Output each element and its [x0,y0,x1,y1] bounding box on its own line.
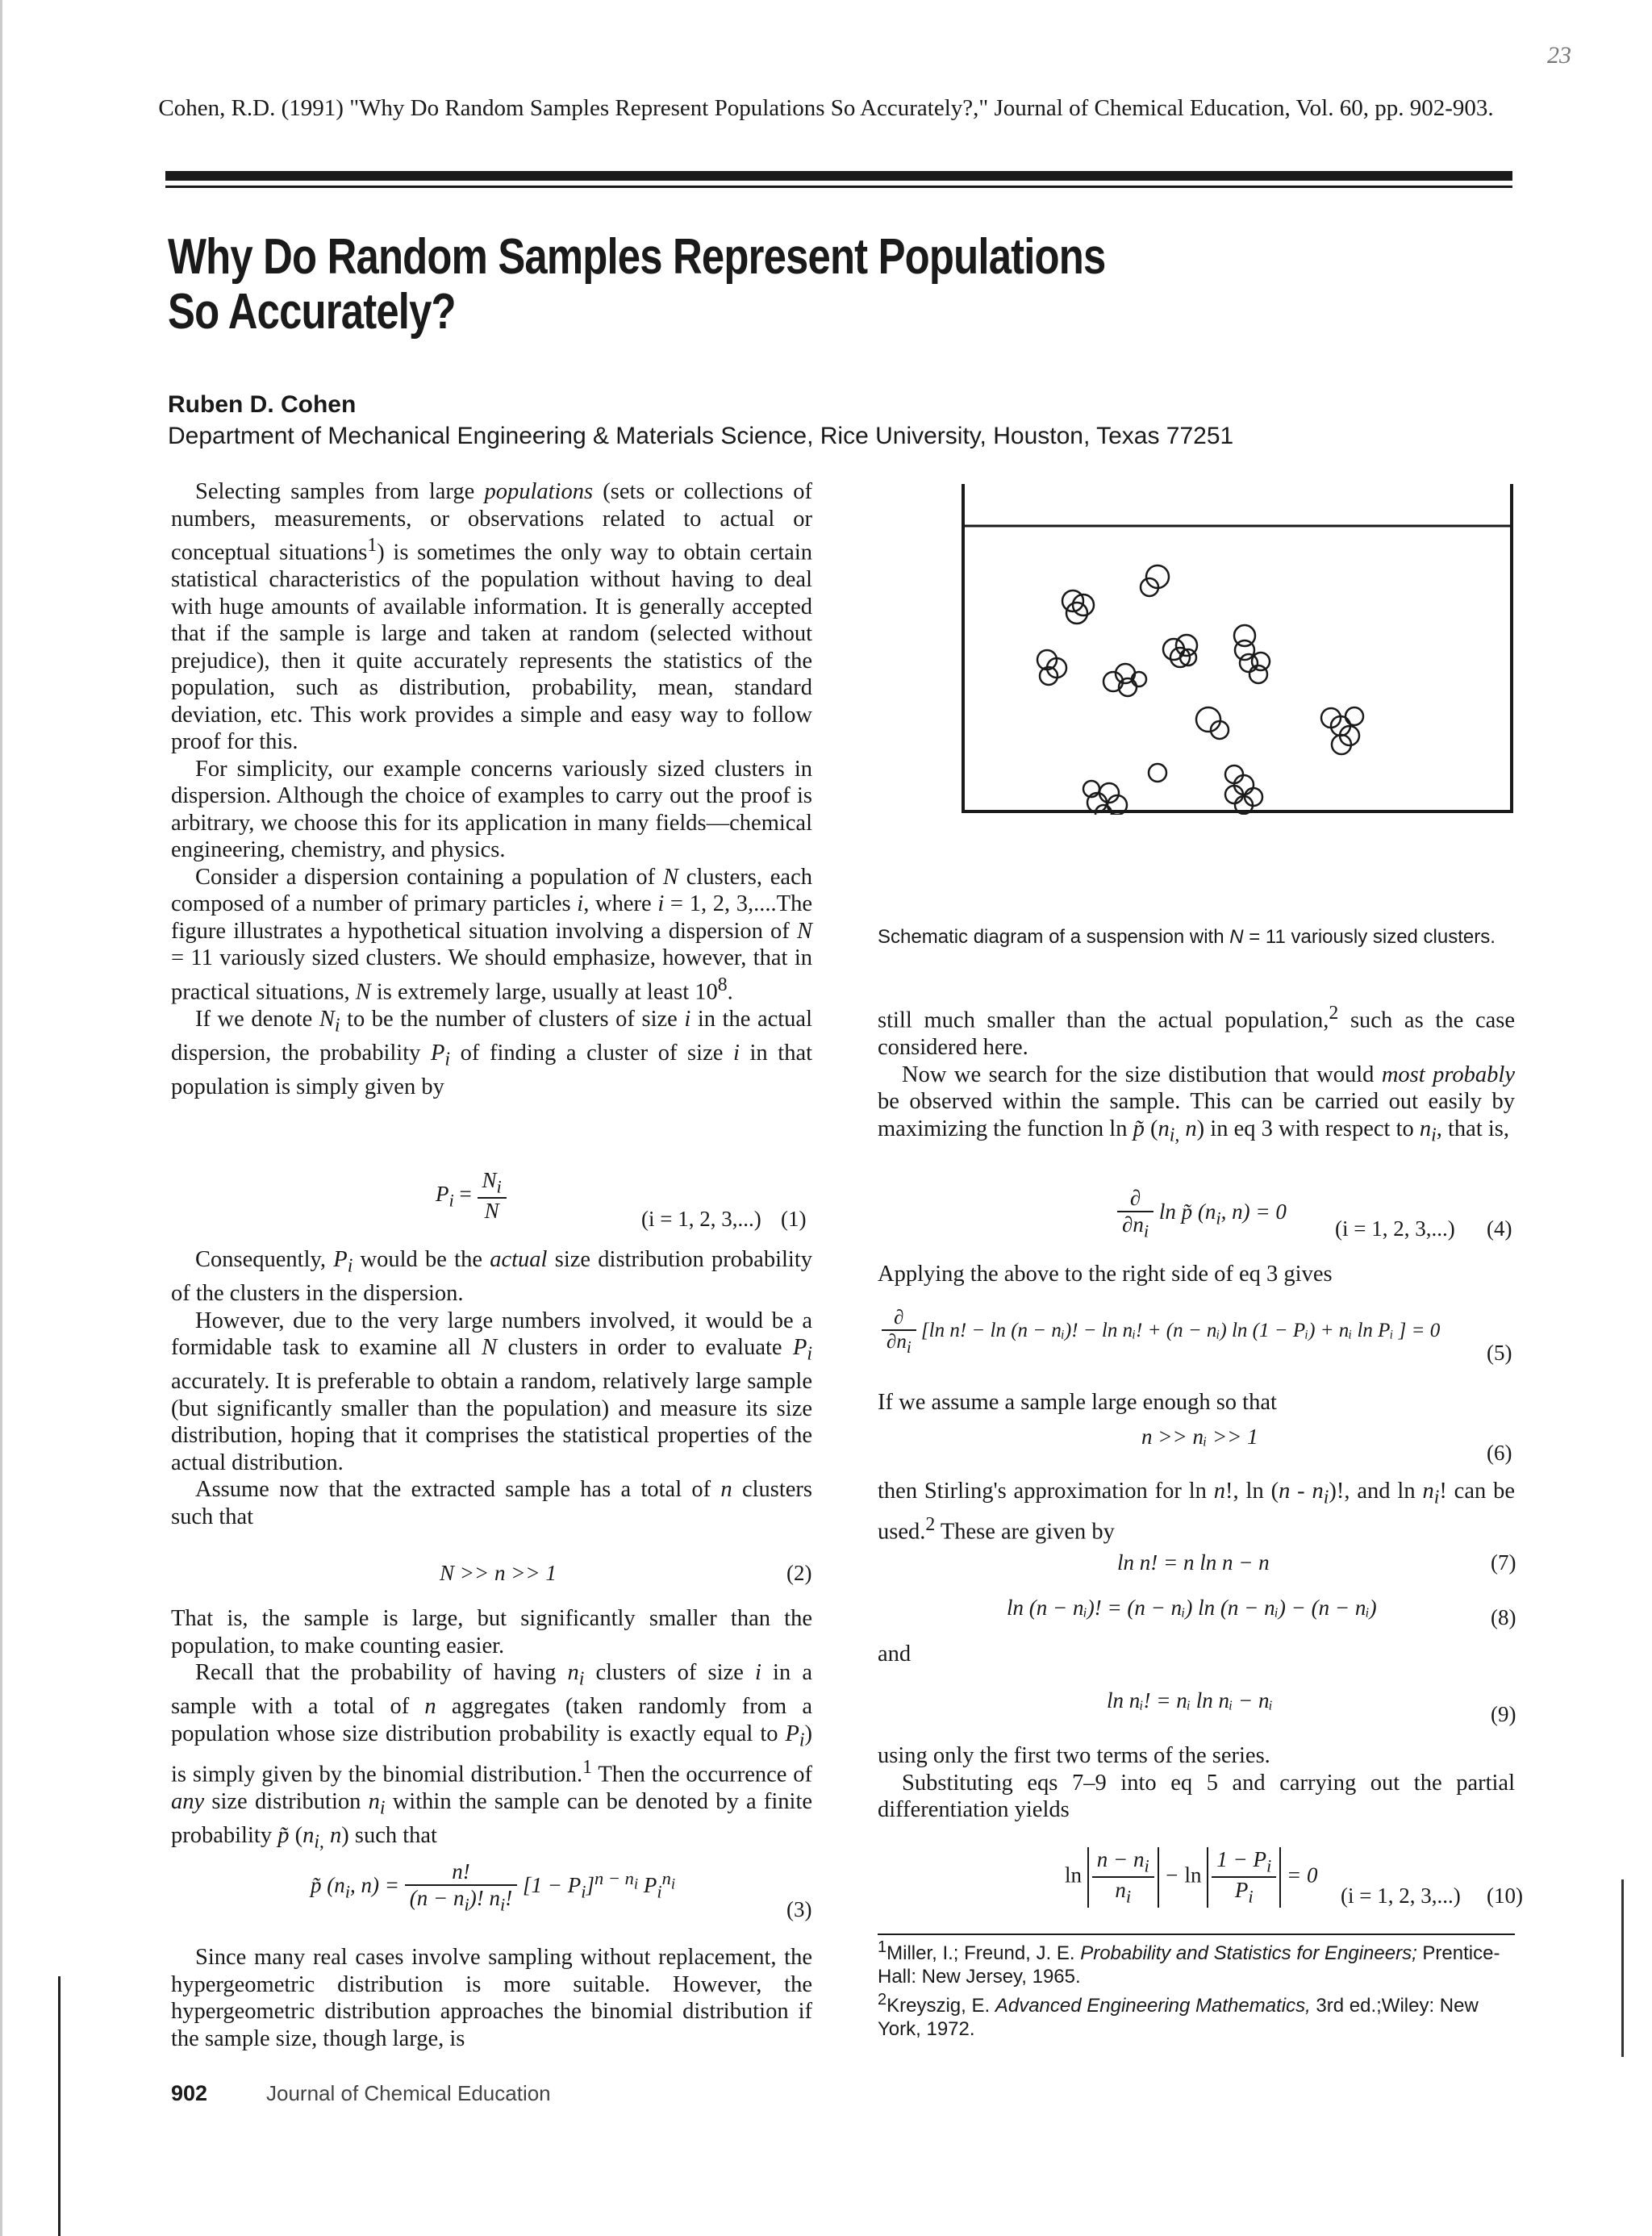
article-title [168,230,1160,340]
author-name: Ruben D. Cohen [168,391,357,418]
cluster-suspension-diagram [960,484,1515,815]
equation-8-number: (8) [1491,1605,1516,1629]
header-rule-thick [165,171,1512,181]
equation-9: ln nᵢ! = nᵢ ln nᵢ − nᵢ [1107,1688,1273,1712]
scan-right-line [1621,1879,1624,2057]
handwritten-page-number: 23 [1547,42,1571,69]
header-rule-thin [165,186,1512,188]
author-affiliation: Department of Mechanical Engineering & Materials Science, Rice University, Houston, Texas 77251 [168,423,1234,449]
cluster-6 [1234,625,1270,683]
right-column-body-5 [878,1742,1515,1824]
cluster-7 [1196,707,1229,739]
left-column-body-2 [171,1246,812,1530]
cluster-11 [1225,765,1262,814]
equation-2: N >> n >> 1 [440,1561,557,1585]
cluster-4 [1103,664,1146,696]
paragraph-most-probable: Now we search for the size distibution that would most probably be observed within the sample. This can be carried out easily by maximizing the function ln p̃ ($n_{i,}$ n) in eq 3 with respect to $n_i$, that is, [878,1062,1515,1146]
equation-7-number: (7) [1491,1550,1516,1575]
equation-6-number: (6) [1487,1441,1512,1465]
equation-4-number: (4) [1487,1216,1512,1241]
citation-header: Cohen, R.D. (1991) "Why Do Random Samples Represent Populations So Accurately?," Journal of Chemical Education, Vol. 60, pp. 902-903. [158,95,1494,121]
cluster-5 [1163,635,1197,667]
scan-binding-line [58,1976,60,2236]
equation-10-range: (i = 1, 2, 3,...) [1341,1883,1461,1908]
cluster-3 [1037,650,1066,685]
equation-10-number: (10) [1487,1883,1523,1908]
cluster-8 [1321,707,1363,754]
paragraph-simplicity: For simplicity, our example concerns variously sized clusters in dispersion. Although the choice of examples to carry out the proof is arbitrary, we choose this for its application in many fields—chemical engineering, chemistry, and physics. [171,756,812,862]
scan-left-edge [0,0,2,2236]
paragraph-stirling: then Stirling's approximation for ln n!, $\ln (n - n_i)$!, and $\ln n_i$! can be used.$^2$ These are given by [878,1479,1515,1545]
footnote-rule [878,1934,1515,1935]
cluster-9 [1149,764,1166,782]
equation-4-range: (i = 1, 2, 3,...) [1335,1216,1455,1241]
left-column-body-3 [171,1605,812,1856]
footnote-2: $^2$Kreyszig, E. Advanced Engineering Mathematics, 3rd ed.;Wiley: New York, 1972. [878,1991,1479,2040]
paragraph-intro: Selecting samples from large populations (sets or collections of numbers, measurements, or observations related to actual or conceptual situations$^1$) is sometimes the only way to obtain certain statistical characteristics of the population without having to deal with huge amounts of available information. It is generally accepted that if the sample is large and taken at random (selected without prejudice), then it quite accurately represents the statistics of the population, such as distribution, probability, mean, standard deviation, etc. This work provides a simple and easy way to follow proof for this. [171,479,813,754]
paragraph-sample-large: That is, the sample is large, but significantly smaller than the population, to make counting easier. [171,1606,812,1658]
right-column-body-4 [878,1478,1515,1546]
equation-7: ln n! = n ln n − n [1117,1550,1270,1575]
equation-3: p̃ ($n_i$, n) = $\frac{n!}{(n - n_i)! n_i!}$ $[1 - P_i]^{n - n_i}$ $P_i^{n_i}$ [311,1859,676,1915]
equation-5: $\frac{\partial}{\partial n_i}$ [ln n! − ln (n − nᵢ)! − ln nᵢ! + (n − nᵢ) ln (1 − Pᵢ) + nᵢ ln Pᵢ ] = 0 [882,1307,1440,1358]
title-line-2: So Accurately? [168,284,456,340]
right-column-and [878,1641,1515,1668]
cluster-10 [1083,781,1127,815]
equation-6: n >> nᵢ >> 1 [1141,1425,1258,1449]
cluster-2 [1141,565,1169,596]
equation-3-number: (3) [786,1897,812,1921]
left-column-body-4 [171,1944,812,2052]
equation-5-number: (5) [1487,1341,1512,1365]
equation-9-number: (9) [1491,1702,1516,1726]
equation-10: ln $\frac{n - n_i}{n_i}$ − ln $\frac{1 - P_i}{P_i}$ = 0 [1065,1847,1318,1907]
paragraph-hypergeometric: Since many real cases involve sampling without replacement, the hypergeometric distribution is more suitable. However, the hypergeometric distribution approaches the binomial distribution if the sample size, though large, is [171,1945,812,2051]
equation-2-number: (2) [786,1561,812,1585]
paragraph-binomial: Recall that the probability of having $n_i$ clusters of size i in a sample with a total of n aggregates (taken randomly from a population whose size distribution probability is exactly equal to $P_i$) is simply given by the binomial distribution.$^1$ Then the occurrence of any size distribution $n_i$ within the sample can be denoted by a finite probability p̃ ($n_{i,}$ n) such that [171,1660,813,1853]
equation-8: ln (n − nᵢ)! = (n − nᵢ) ln (n − nᵢ) − (n − nᵢ) [1007,1596,1377,1620]
journal-footer: Journal of Chemical Education [266,2081,551,2105]
paragraph-dispersion: Consider a dispersion containing a population of N clusters, each composed of a number of primary particles i, where i = 1, 2, 3,....The figure illustrates a hypothetical situation involving a dispersion of N = 11 variously sized clusters. We should emphasize, however, that in practical situations, N is extremely large, usually at least $10^8$. [171,864,812,1004]
cluster-1 [1062,590,1094,624]
right-column-body [878,1000,1515,1149]
equation-1-range: (i = 1, 2, 3,...) [641,1207,761,1231]
footnotes [878,1936,1523,2041]
equation-4: $\frac{\partial}{\partial n_i}$ ln p̃ ($n_i$, n) = 0 [1117,1186,1287,1241]
paragraph-however: However, due to the very large numbers involved, it would be a formidable task to examine all N clusters in order to evaluate $P_i$ accurately. It is preferable to obtain a random, relatively large sample (but significantly smaller than the population) and measure its size distribution, hoping that it comprises the statistical properties of the actual distribution. [171,1308,812,1475]
word-and: and [878,1642,912,1667]
paragraph-probability: If we denote $N_i$ to be the number of clusters of size i in the actual dispersion, the probability $P_i$ of finding a cluster of size i in that population is simply given by [171,1006,813,1099]
equation-1: $P_i$ = $\frac{N_i}{N}$ [436,1168,507,1224]
figure-caption: Schematic diagram of a suspension with N = 11 variously sized clusters. [878,926,1496,948]
paragraph-series-terms: using only the first two terms of the series. [878,1743,1270,1768]
right-column-body-3 [878,1389,1515,1416]
paragraph-consequently: Consequently, $P_i$ would be the actual size distribution probability of the clusters in the dispersion. [171,1247,813,1307]
left-column-body [171,478,812,1100]
paragraph-applying: Applying the above to the right side of eq 3 gives [878,1262,1333,1287]
paragraph-substituting: Substituting eqs 7–9 into eq 5 and carrying out the partial differentiation yields [878,1770,1515,1822]
page-number: 902 [171,2081,208,2105]
equation-1-number: (1) [781,1207,807,1231]
right-column-body-2 [878,1261,1515,1288]
footnote-1: $^1$Miller, I.; Freund, J. E. Probability and Statistics for Engineers; Prentice-Hall: New Jersey, 1965. [878,1938,1500,1988]
paragraph-assume: Assume now that the extracted sample has a total of n clusters such that [171,1477,813,1529]
title-line-1: Why Do Random Samples Represent Populations [168,229,1106,285]
paragraph-still-smaller: still much smaller than the actual population,$^2$ such as the case considered here. [878,1003,1516,1060]
paragraph-sample-assumption: If we assume a sample large enough so that [878,1390,1277,1415]
